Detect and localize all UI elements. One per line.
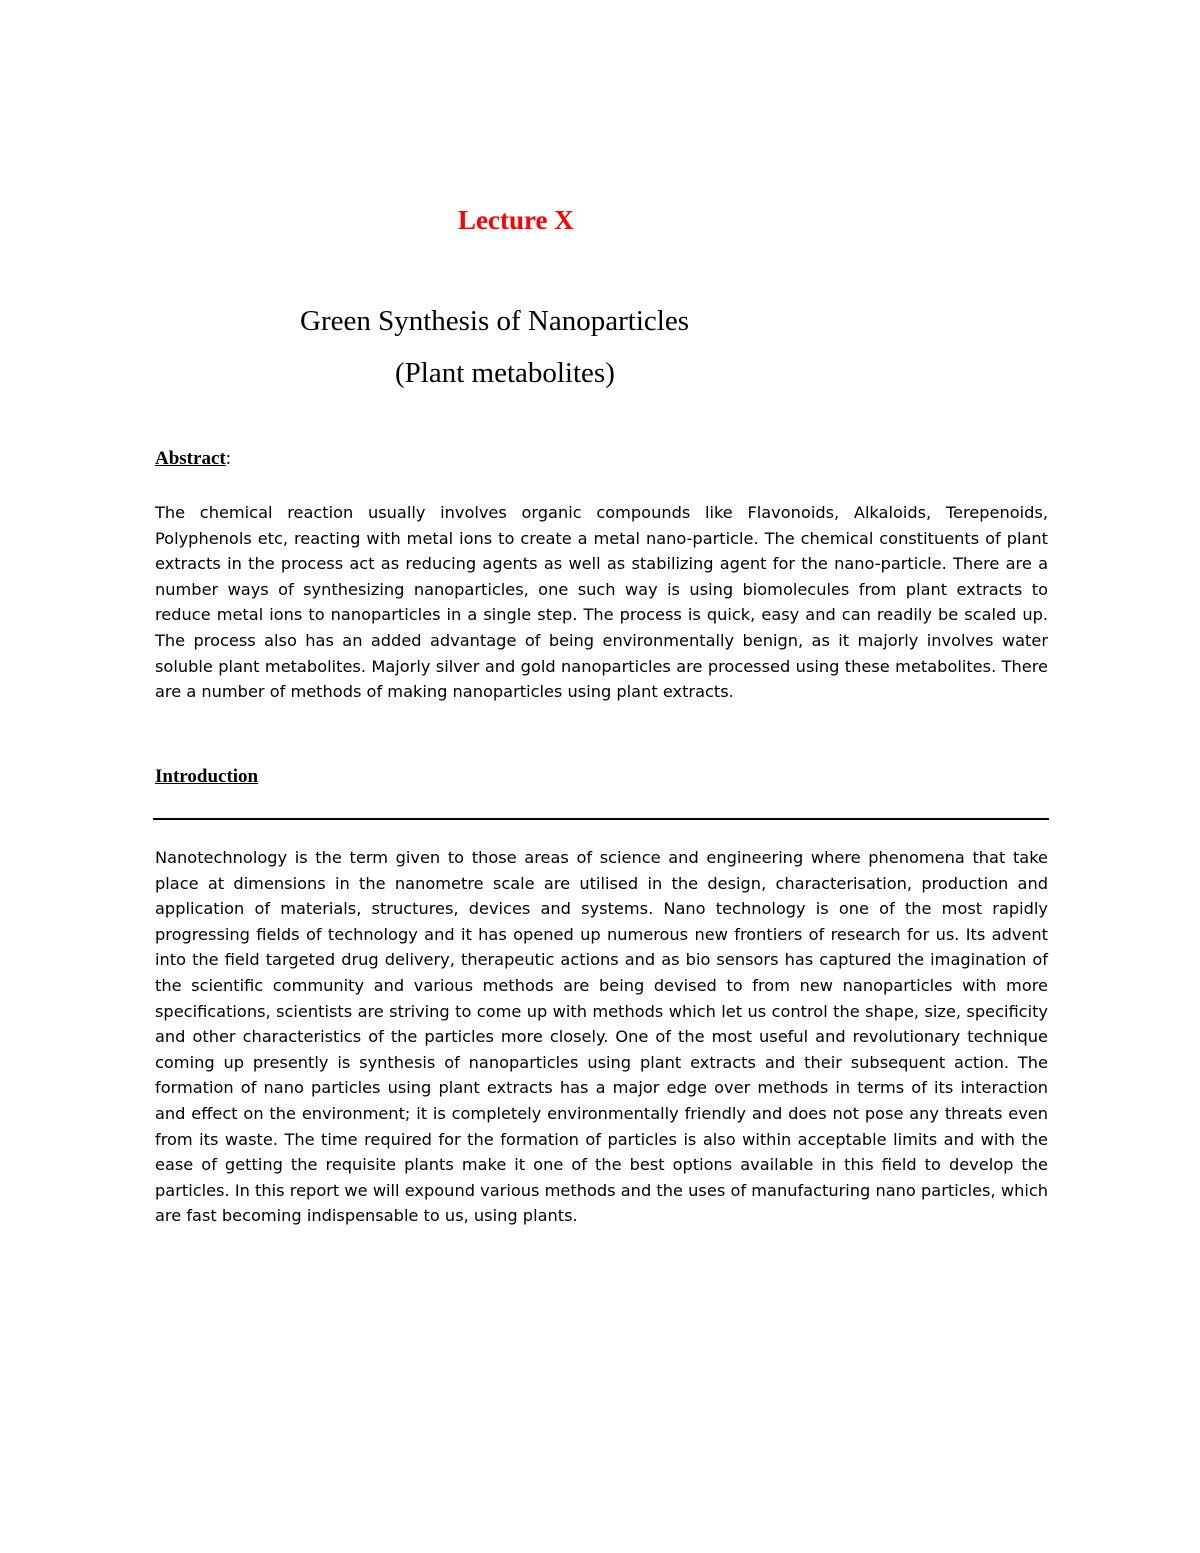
abstract-heading-label: Abstract (155, 448, 226, 469)
introduction-body: Nanotechnology is the term given to those areas of science and engineering where phenomena that take place at dimensions in the nanometre scale are utilised in the design, characterisation, production and application of materials, structures, devices and systems. Nano technology is one of the most rapidly progressing fields of technology and it has opened up numerous new frontiers of research for us. Its advent into the field targeted drug delivery, therapeutic actions and as bio sensors has captured the imagination of the scientific community and various methods are being devised to from new nanoparticles with more specifications, scientists are striving to come up with methods which let us control the shape, size, specificity and other characteristics of the particles more closely. One of the most useful and revolutionary technique coming up presently is synthesis of nanoparticles using plant extracts and their subsequent action. The formation of nano particles using plant extracts has a major edge over methods in terms of its interaction and effect on the environment; it is completely environmentally friendly and does not pose any threats even from its waste. The time required for the formation of particles is also within acceptable limits and with the ease of getting the requisite plants make it one of the best options available in this field to develop the particles. In this report we will expound various methods and the uses of manufacturing nano particles, which are fast becoming indispensable to us, using plants. (155, 848, 1048, 1226)
abstract-body: The chemical reaction usually involves organic compounds like Flavonoids, Alkaloids, Terepenoids, Polyphenols etc, reacting with metal ions to create a metal nano-particle. The chemical constituents of plant extracts in the process act as reducing agents as well as stabilizing agent for the nano-particle. There are a number ways of synthesizing nanoparticles, one such way is using biomolecules from plant extracts to reduce metal ions to nanoparticles in a single step. The process is quick, easy and can readily be scaled up. The process also has an added advantage of being environmentally benign, as it majorly involves water soluble plant metabolites. Majorly silver and gold nanoparticles are processed using these metabolites. There are a number of methods of making nanoparticles using plant extracts. (155, 503, 1048, 702)
document-subtitle: (Plant metabolites) (395, 357, 615, 389)
section-divider (153, 818, 1049, 820)
document-title: Green Synthesis of Nanoparticles (300, 305, 689, 337)
lecture-label: Lecture X (458, 205, 574, 235)
introduction-heading (155, 765, 258, 789)
abstract-heading (155, 447, 231, 471)
abstract-heading-colon: : (225, 448, 231, 469)
introduction-heading-label: Introduction (155, 766, 259, 787)
